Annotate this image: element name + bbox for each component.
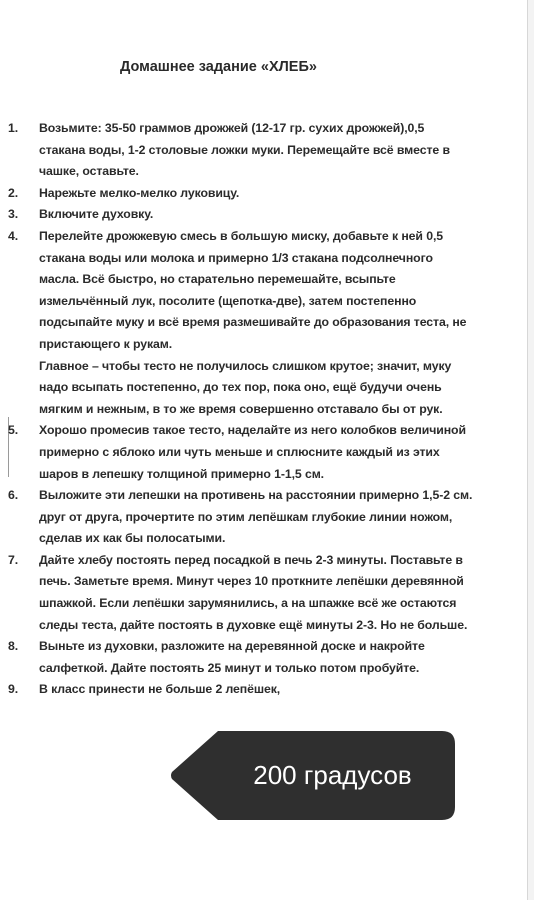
list-item-text-line: пристающего к рукам. (39, 336, 173, 351)
list-item-number: 8. (8, 639, 19, 654)
list-item-number: 3. (8, 207, 19, 222)
list-item (8, 118, 508, 183)
list-item-text-line: Нарежьте мелко-мелко луковицу. (39, 185, 240, 200)
list-item-number: 1. (8, 121, 19, 135)
list-item-text-line: шпажкой. Если лепёшки зарумянились, а на шпажке всё же остаются (39, 596, 457, 611)
list-item-text-line: стакана воды, 1-2 столовые ложки муки. Перемещайте всё вместе в (39, 142, 450, 157)
list-item-text-line: печь. Заметьте время. Минут через 10 проткните лепёшки деревянной (39, 574, 464, 589)
list-item-number: 2. (8, 185, 19, 200)
list-item (8, 183, 508, 205)
list-item-number: 4. (8, 228, 19, 243)
list-item-number: 7. (8, 552, 19, 567)
list-item (8, 679, 508, 701)
list-item (8, 485, 508, 550)
list-item-text-line: Дайте хлебу постоять перед посадкой в печь 2-3 минуты. Поставьте в (39, 552, 463, 567)
list-item-number: 5. (8, 423, 19, 438)
list-item (8, 204, 508, 226)
list-item-number: 6. (8, 488, 19, 503)
list-item-text-line: примерно с яблоко или чуть меньше и сплюсните каждый из этих (39, 444, 440, 459)
list-item-number: 9. (8, 682, 19, 697)
instruction-list (8, 118, 508, 701)
list-item-text-line: Главное – чтобы тесто не получилось слишком крутое; значит, муку (39, 358, 452, 373)
list-item-text-line: салфеткой. Дайте постоять 25 минут и только потом пробуйте. (39, 660, 420, 675)
list-item-text-line: стакана воды или молока и примерно 1/3 стакана подсолнечного (39, 250, 433, 265)
list-item-text-line: Включите духовку. (39, 207, 154, 222)
list-item-text-line: надо всыпать постепенно, до тех пор, пока оно, ещё будучи очень (39, 380, 442, 395)
overlay-text: 200 градусов (253, 760, 412, 790)
list-item (8, 420, 508, 485)
list-item-text-line: измельчённый лук, посолите (щепотка-две), затем постепенно (39, 293, 417, 308)
text-overlay-bubble[interactable] (170, 731, 455, 820)
list-item-text-line: следы теста, дайте постоять в духовке ещё минуты 2-3. Но не больше. (39, 617, 468, 632)
list-item (8, 550, 508, 636)
list-item-text-line: Возьмите: 35-50 граммов дрожжей (12-17 гр. сухих дрожжей),0,5 (39, 121, 425, 135)
list-item-text-line: масла. Всё быстро, но старательно перемешайте, всыпьте (39, 272, 396, 287)
list-item-text-line: шаров в лепешку толщиной примерно 1-1,5 см. (39, 466, 325, 481)
list-item-text-line: чашке, оставьте. (39, 164, 139, 179)
document-title: Домашнее задание «ХЛЕБ» (120, 59, 317, 75)
list-item (8, 636, 508, 679)
list-item-text-line: сделав их как бы полосатыми. (39, 531, 226, 546)
list-item-text-line: подсыпайте муку и всё время размешивайте до образования теста, не (39, 315, 467, 330)
list-item-text-line: Выньте из духовки, разложите на деревянной доске и накройте (39, 639, 425, 654)
list-item-text-line: друг от друга, прочертите по этим лепёшкам глубокие линии ножом, (39, 509, 453, 524)
list-item-text-line: В класс принести не больше 2 лепёшек, (39, 682, 281, 697)
list-item-text-line: мягким и нежным, в то же время совершенно отставало бы от рук. (39, 401, 443, 416)
list-item-text-line: Перелейте дрожжевую смесь в большую миску, добавьте к ней 0,5 (39, 228, 443, 243)
page-edge (527, 0, 528, 900)
list-item-text-line: Хорошо промесив такое тесто, наделайте из него колобков величиной (39, 423, 466, 438)
list-item (8, 226, 508, 420)
list-item-text-line: Выложите эти лепешки на противень на расстоянии примерно 1,5-2 см. (39, 488, 473, 503)
